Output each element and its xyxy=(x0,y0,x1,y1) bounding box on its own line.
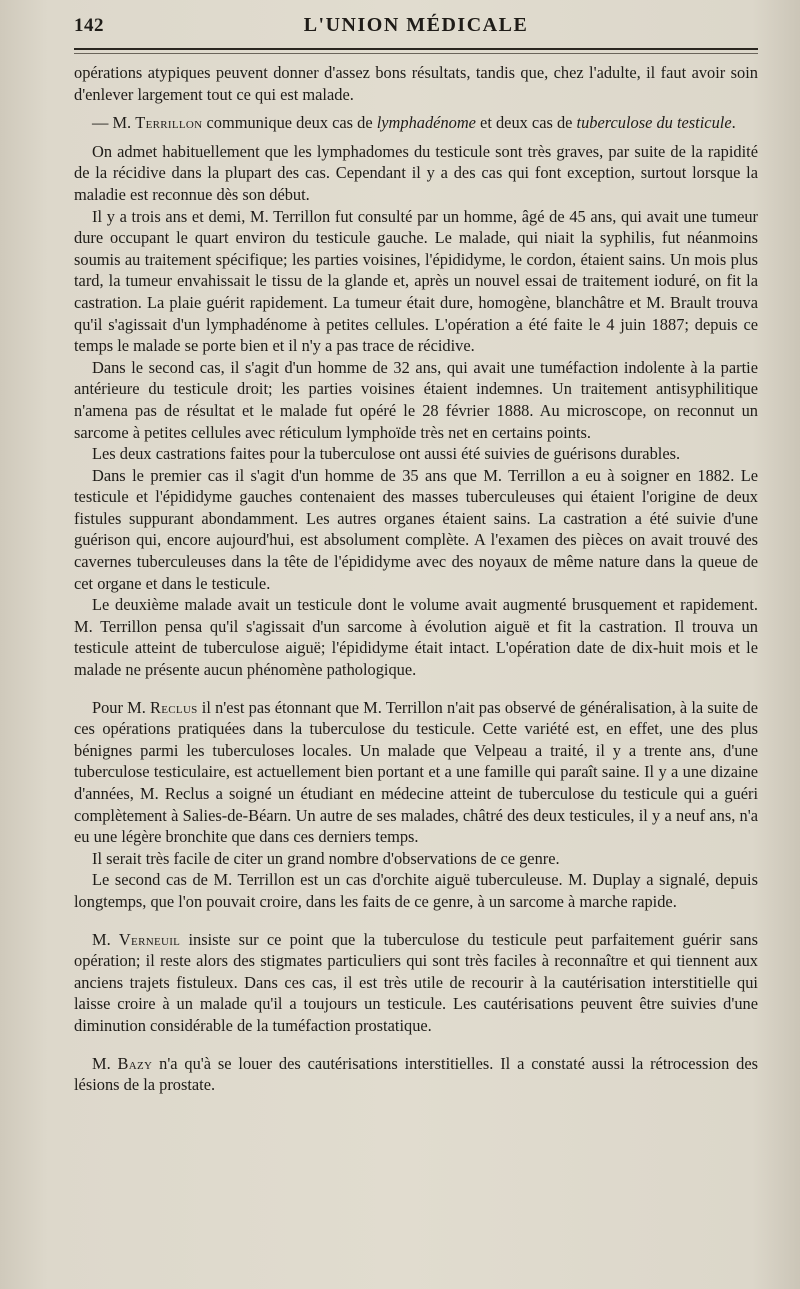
paragraph: Dans le second cas, il s'agit d'un homme de 32 ans, qui avait une tuméfaction indolente à la partie antérieure du testicule droit; les parties voisines étaient indemnes. Un traitement antisyphilitique n'amena pas de résultat et le malade fut opéré le 28 février 1888. Au microscope, on reconnut un sarcome à petites cellules avec réticulum lymphoïde très net en certains points. xyxy=(74,357,758,442)
paragraph: On admet habituellement que les lymphadomes du testicule sont très graves, par suite de la rapidité de la récidive dans la plupart des cas. Cependant il y a des cas qui font exception, surtout lorsque la maladie est reconnue dès son début. xyxy=(74,141,758,204)
paragraph: Dans le premier cas il s'agit d'un homme de 35 ans que M. Terrillon a eu à soigner en 1882. Le testicule et l'épididyme gauches contenaient des masses tuberculeuses qui étaient l'origine de deux fistules suppurant abondamment. Les autres organes étaient sains. La castration a été suivie d'une guérison qui, encore aujourd'hui, est absolument complète. A l'examen des pièces on avait trouvé des cavernes tuberculeuses dans la tête de l'épididyme avec des noyaux de même nature dans la queue de cet organe et dans le testicule. xyxy=(74,465,758,593)
speaker-name: Terrillon xyxy=(135,113,203,133)
paragraph-terrillon-intro xyxy=(74,112,758,134)
running-title: L'UNION MÉDICALE xyxy=(303,14,529,36)
page-header xyxy=(74,14,758,44)
speaker-name: Verneuil xyxy=(118,929,181,949)
header-rule xyxy=(74,48,758,50)
paragraph: Le deuxième malade avait un testicule dont le volume avait augmenté brusquement et rapidement. M. Terrillon pensa qu'il s'agissait d'un sarcome à évolution aiguë et fit la castration. Il trouva un testicule atteint de tuberculose aiguë; l'épididyme était intact. L'opération date de dix-huit mois et le malade ne présente aucun phénomène pathologique. xyxy=(74,595,758,680)
text-segment: M. xyxy=(92,1053,118,1073)
text-segment: insiste sur ce point que la tuberculose du testicule peut parfaitement guérir sans opération; il reste alors des stigmates particuliers qui sont très faciles à reconnaître et qui tiennent aux anciens trajets fistuleux. Dans ces cas, il est très utile de recourir à la cautérisation interstitielle qui laisse croire à un malade qu'il a toujours un testicule. Les cautérisations peuvent être suivies d'une diminution considérable de la tuméfaction prostatique. xyxy=(74,929,758,1035)
paragraph-reclus xyxy=(74,697,758,848)
paragraph: Il y a trois ans et demi, M. Terrillon fut consulté par un homme, âgé de 45 ans, qui avait une tumeur dure occupant le quart environ du testicule gauche. Le malade, qui niait la syphilis, fut néanmoins soumis au traitement spécifique; les parties voisines, l'épididyme, le cordon, étaient sains. Un mois plus tard, la tumeur envahissait le tissu de la glande et, après un nouvel essai de traitement ioduré, on fit la castration. La plaie guérit rapidement. La tumeur était dure, homogène, blanchâtre et M. Brault trouva qu'il s'agissait d'un lymphadénome à petites cellules. L'opération a été faite le 4 juin 1887; depuis ce temps le malade se porte bien et il n'y a pas trace de récidive. xyxy=(74,206,758,356)
paragraph-bazy xyxy=(74,1053,758,1096)
paragraph: Le second cas de M. Terrillon est un cas d'orchite aiguë tuberculeuse. M. Duplay a signalé, depuis longtemps, que l'on pouvait croire, dans les faits de ce genre, à un sarcome à marche rapide. xyxy=(74,870,758,911)
italic-term: tuberculose du testicule xyxy=(576,113,732,133)
text-segment: il n'est pas étonnant que M. Terrillon n'ait pas observé de généralisation, à la suite de ces opérations pratiquées dans la tuberculose du testicule. Cette variété est, en effet, une des plus bénignes parmi les tuberculoses locales. Un malade que Velpeau a traité, il y a trente ans, d'une tuberculose testiculaire, est actuellement bien portant et a une famille qui paraît saine. Il y a une dizaine d'années, M. Reclus a soigné un étudiant en médecine atteint de tuberculose du testicule qui a guéri complètement à Salies-de-Béarn. Un autre de ses malades, châtré des deux testicules, il y a neuf ans, n'a eu une légère bronchite que dans ces derniers temps. xyxy=(74,697,758,847)
header-rule-thin xyxy=(74,53,758,54)
page-number: 142 xyxy=(74,15,104,36)
text-segment: Pour M. xyxy=(92,697,151,717)
paragraph: Il serait très facile de citer un grand nombre d'observations de ce genre. xyxy=(92,848,560,868)
text-segment: . xyxy=(731,113,736,133)
paragraph-verneuil xyxy=(74,929,758,1037)
italic-term: lymphadénome xyxy=(376,113,476,133)
speaker-name: Reclus xyxy=(150,697,198,717)
text-segment: et deux cas de xyxy=(475,113,577,133)
paragraph-continuation: opérations atypiques peuvent donner d'assez bons résultats, tandis que, chez l'adulte, il faut avoir soin d'enlever largement tout ce qui est malade. xyxy=(74,63,758,104)
text-segment: M. xyxy=(92,929,119,949)
paragraph: Les deux castrations faites pour la tuberculose ont aussi été suivies de guérisons durables. xyxy=(92,444,681,464)
article-body xyxy=(74,62,758,1096)
speaker-name: Bazy xyxy=(117,1053,153,1073)
speaker-prefix: — M. xyxy=(92,113,132,133)
text-segment: communique deux cas de xyxy=(202,113,377,133)
text-segment: n'a qu'à se louer des cautérisations interstitielles. Il a constaté aussi la rétrocession des lésions de la prostate. xyxy=(74,1053,758,1095)
